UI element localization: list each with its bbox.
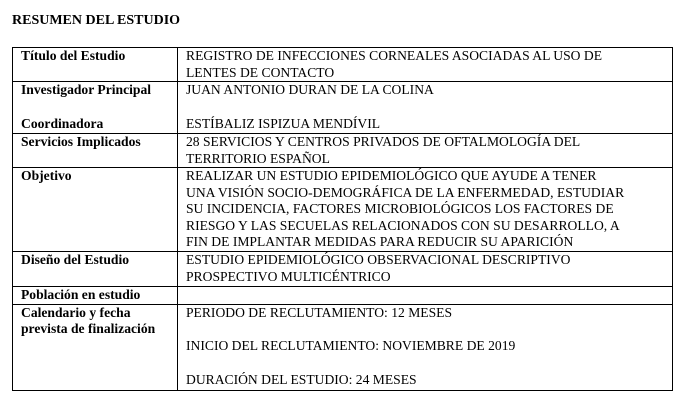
label-investigador-principal: Investigador Principal — [21, 82, 152, 97]
row-label-titulo: Título del Estudio — [13, 48, 178, 82]
row-label-poblacion: Población en estudio — [13, 287, 178, 305]
value-line: SU INCIDENCIA, FACTORES MICROBIOLÓGICOS LOS FACTORES DE — [186, 201, 614, 216]
row-value-investigador — [178, 82, 673, 134]
row-value-diseno — [178, 252, 673, 287]
value-line: UNA VISIÓN SOCIO-DEMOGRÁFICA DE LA ENFERMEDAD, ESTUDIAR — [186, 184, 625, 200]
label-line: Calendario y fecha — [21, 304, 131, 320]
value-line: LENTES DE CONTACTO — [186, 64, 335, 80]
row-value-calendario — [178, 304, 673, 390]
row-label-servicios: Servicios Implicados — [13, 134, 178, 168]
row-label-calendario — [13, 304, 178, 390]
table-row-diseno — [13, 252, 673, 287]
value-line: REGISTRO DE INFECCIONES CORNEALES ASOCIADAS AL USO DE — [186, 48, 603, 63]
table-row-investigador — [13, 82, 673, 134]
value-line: ESTUDIO EPIDEMIOLÓGICO OBSERVACIONAL DESCRIPTIVO — [186, 252, 571, 267]
value-coordinadora: ESTÍBALIZ ISPIZUA MENDÍVIL — [186, 115, 381, 131]
value-line: TERRITORIO ESPAÑOL — [186, 150, 330, 166]
document-title: RESUMEN DEL ESTUDIO — [12, 13, 181, 28]
value-line: REALIZAR UN ESTUDIO EPIDEMIOLÓGICO QUE AYUDE A TENER — [186, 168, 597, 183]
value-line: 28 SERVICIOS Y CENTROS PRIVADOS DE OFTALMOLOGÍA DEL — [186, 134, 581, 149]
value-duracion-estudio: DURACIÓN DEL ESTUDIO: 24 MESES — [186, 371, 417, 387]
table-row-poblacion — [13, 287, 673, 305]
value-investigador-principal: JUAN ANTONIO DURAN DE LA COLINA — [186, 82, 434, 97]
label-coordinadora: Coordinadora — [21, 115, 104, 131]
value-line: RIESGO Y LAS SECUELAS RELACIONADOS CON SU DESARROLLO, A — [186, 217, 620, 233]
table-row-calendario — [13, 304, 673, 390]
table-row-servicios — [13, 134, 673, 168]
value-inicio-reclutamiento: INICIO DEL RECLUTAMIENTO: NOVIEMBRE DE 2019 — [186, 338, 516, 353]
value-line: PROSPECTIVO MULTICÉNTRICO — [186, 268, 391, 284]
row-value-servicios — [178, 134, 673, 168]
value-periodo-reclutamiento: PERIODO DE RECLUTAMIENTO: 12 MESES — [186, 304, 453, 320]
label-line: prevista de finalización — [21, 321, 156, 336]
row-label-diseno: Diseño del Estudio — [13, 252, 178, 287]
row-value-objetivo — [178, 168, 673, 252]
row-label-objetivo: Objetivo — [13, 168, 178, 252]
study-summary-table — [12, 47, 673, 391]
table-row-titulo — [13, 48, 673, 82]
table-row-objetivo — [13, 168, 673, 252]
row-value-titulo — [178, 48, 673, 82]
value-line: FIN DE IMPLANTAR MEDIDAS PARA REDUCIR SU APARICIÓN — [186, 234, 574, 249]
row-value-poblacion — [178, 287, 673, 305]
row-label-investigador — [13, 82, 178, 134]
